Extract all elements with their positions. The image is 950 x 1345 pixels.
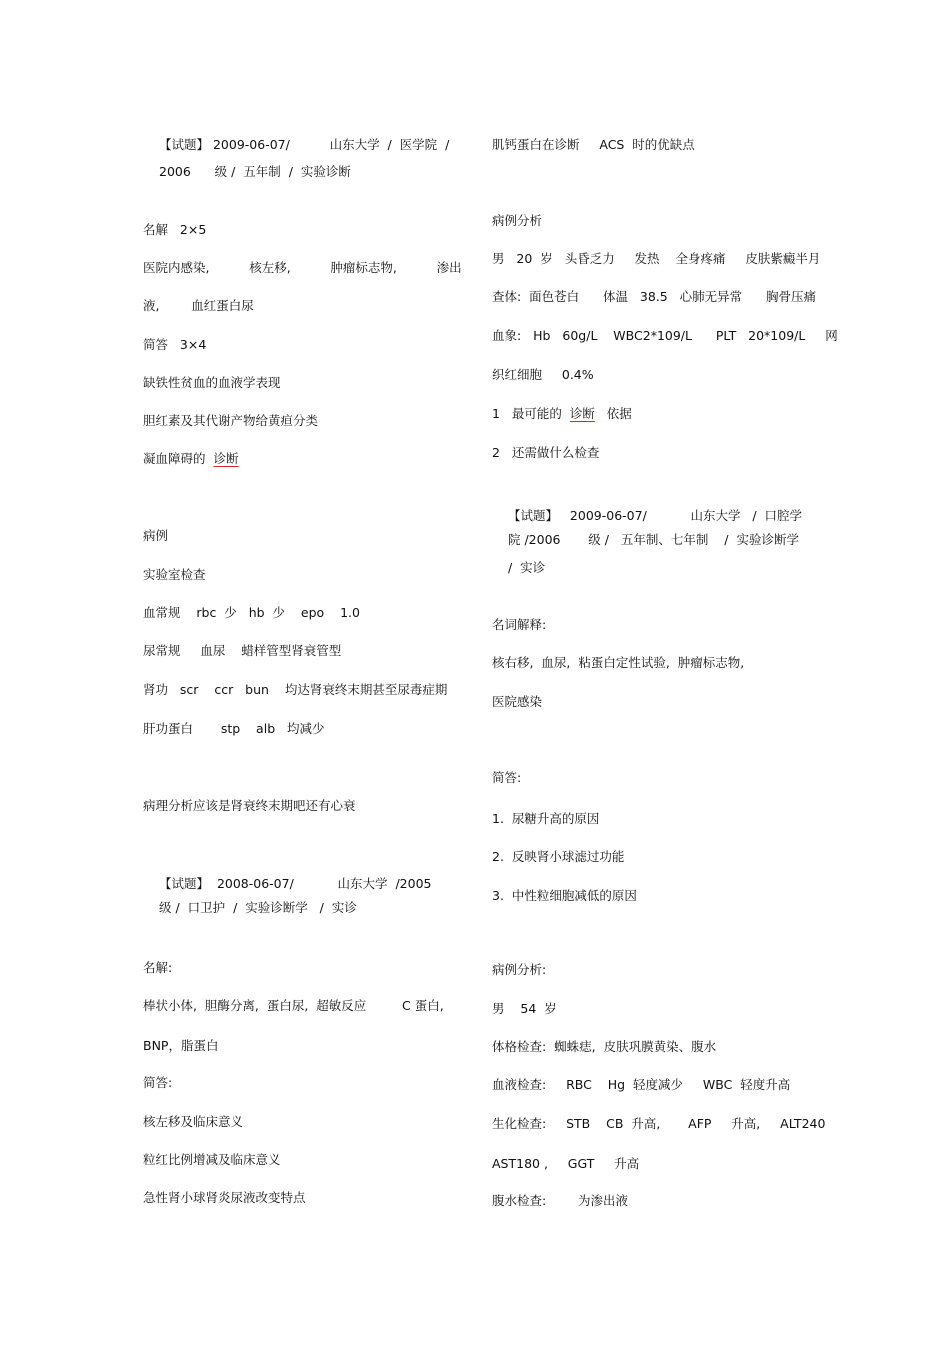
exam2-question-3: 急性肾小球肾炎尿液改变特点: [143, 1190, 306, 1205]
exam1-terms-line2: 液, 血红蛋白尿: [143, 298, 254, 313]
exam3-title-line3: / 实诊: [508, 560, 546, 575]
exam2-title-line1: 【试题】 2008-06-07/ 山东大学 /2005: [159, 876, 432, 891]
exam1-case-heading: 病例: [143, 528, 169, 543]
case-line-1: 男 20 岁 头昏乏力 发热 全身疼痛 皮肤紫癜半月: [492, 251, 821, 266]
spellcheck-marked-word: 诊断: [569, 406, 595, 421]
exam1-jianda-heading: 简答 3×4: [143, 337, 207, 352]
case-line-4: 织红细胞 0.4%: [492, 367, 594, 382]
exam2-title-line2: 级 / 口卫护 / 实验诊断学 / 实诊: [159, 900, 357, 915]
case-line-3: 血象: Hb 60g/L WBC2*109/L PLT 20*109/L 网: [492, 328, 838, 343]
exam3-question-2: 2. 反映肾小球滤过功能: [492, 849, 625, 864]
case-question-1: [492, 406, 632, 422]
exam3-case-line-6: 腹水检查: 为渗出液: [492, 1193, 628, 1208]
exam3-terms-line2: 医院感染: [492, 694, 543, 709]
case-heading: 病例分析: [492, 213, 543, 228]
exam3-title-line2: 院 /2006 级 / 五年制、七年制 / 实验诊断学: [508, 532, 799, 547]
exam3-case-line-1: 男 54 岁: [492, 1001, 557, 1016]
spellcheck-marked-word: 诊断: [213, 451, 239, 466]
exam1-lab-urine: 尿常规 血尿 蜡样管型肾衰管型: [143, 643, 342, 658]
exam1-title-line1: 【试题】 2009-06-07/ 山东大学 / 医学院 /: [159, 137, 450, 152]
case-question-1-suffix: 依据: [594, 406, 632, 421]
exam2-terms-line1: 棒状小体, 胆酶分离, 蛋白尿, 超敏反应 C 蛋白,: [143, 998, 444, 1013]
exam2-terms-line2: BNP，脂蛋白: [143, 1038, 219, 1053]
exam3-case-line-4: 生化检查: STB CB 升高, AFP 升高, ALT240: [492, 1116, 826, 1131]
exam2-question-1: 核左移及临床意义: [143, 1114, 244, 1129]
exam3-case-line-3: 血液检查: RBC Hg 轻度减少 WBC 轻度升高: [492, 1077, 791, 1092]
exam1-question-2: 胆红素及其代谢产物给黄疸分类: [143, 413, 319, 428]
case-question-2: 2 还需做什么检查: [492, 445, 600, 460]
exam3-mingci-heading: 名词解释:: [492, 617, 547, 632]
exam3-question-1: 1. 尿糖升高的原因: [492, 811, 600, 826]
case-line-2: 查体: 面色苍白 体温 38.5 心肺无异常 胸骨压痛: [492, 289, 817, 304]
top-question: 肌钙蛋白在诊断 ACS 时的优缺点: [492, 137, 695, 152]
exam1-question-3-prefix: 凝血障碍的: [143, 451, 214, 466]
exam1-question-1: 缺铁性贫血的血液学表现: [143, 375, 281, 390]
exam1-lab-heading: 实验室检查: [143, 567, 206, 582]
exam1-terms-line1: 医院内感染, 核左移, 肿瘤标志物, 渗出: [143, 260, 462, 275]
case-question-1-prefix: 1 最可能的: [492, 406, 570, 421]
exam1-question-3: [143, 451, 238, 467]
exam2-question-2: 粒红比例增减及临床意义: [143, 1152, 281, 1167]
exam3-jianda-heading: 简答:: [492, 770, 522, 785]
exam2-jianda-heading: 简答:: [143, 1075, 173, 1090]
exam3-case-line-5: AST180 , GGT 升高: [492, 1156, 640, 1171]
exam3-terms-line1: 核右移, 血尿, 粘蛋白定性试验, 肿瘤标志物,: [492, 655, 745, 670]
exam3-case-heading: 病例分析:: [492, 962, 547, 977]
exam3-case-line-2: 体格检查: 蜘蛛痣, 皮肤巩膜黄染、腹水: [492, 1039, 717, 1054]
exam1-lab-liver: 肝功蛋白 stp alb 均减少: [143, 721, 325, 736]
exam1-lab-kidney: 肾功 scr ccr bun 均达肾衰终末期甚至尿毒症期: [143, 682, 448, 697]
exam2-mingjie-heading: 名解:: [143, 960, 173, 975]
exam1-analysis: 病理分析应该是肾衰终末期吧还有心衰: [143, 798, 356, 813]
exam3-title-line1: 【试题】 2009-06-07/ 山东大学 / 口腔学: [508, 508, 803, 523]
exam3-question-3: 3. 中性粒细胞减低的原因: [492, 888, 637, 903]
exam1-mingjie-heading: 名解 2×5: [143, 222, 207, 237]
exam1-title-line2: 2006 级 / 五年制 / 实验诊断: [159, 164, 351, 179]
exam1-lab-blood: 血常规 rbc 少 hb 少 epo 1.0: [143, 605, 360, 620]
